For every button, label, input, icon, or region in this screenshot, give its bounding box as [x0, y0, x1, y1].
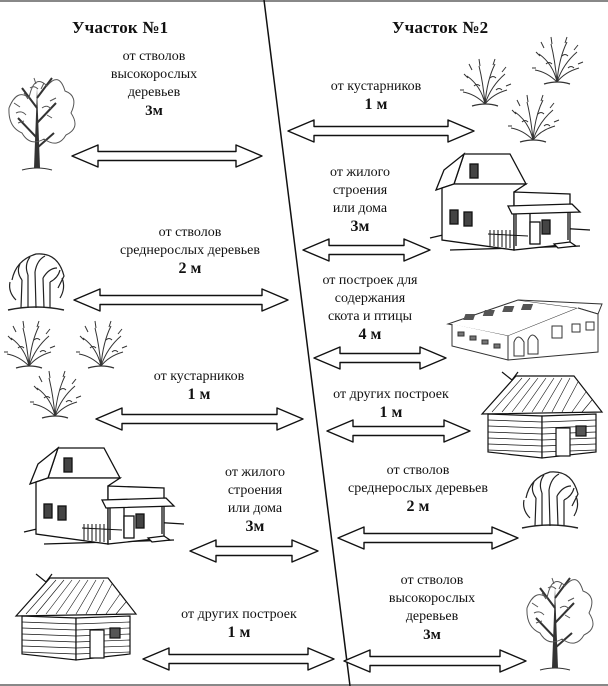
tall-tree-icon	[527, 578, 593, 670]
medium-tree-icon	[8, 254, 64, 310]
plot1-distance-shrubs: 1 м	[187, 386, 211, 403]
barn-icon	[448, 300, 602, 360]
log-shed-icon	[482, 372, 602, 458]
plot2-distance-shrubs: 1 м	[364, 96, 388, 113]
plot2-distance-house: 3м	[350, 218, 370, 235]
house-icon	[430, 154, 590, 250]
medium-tree-icon	[522, 472, 578, 528]
plot2-distance-medium-trees: 2 м	[406, 498, 430, 515]
plot2-label-medium-trees: от стволов среднерослых деревьев 2 м	[326, 462, 510, 516]
log-shed-icon	[16, 574, 136, 660]
plot1-label-medium-trees: от стволов среднерослых деревьев 2 м	[98, 224, 282, 278]
shrub-icon	[460, 59, 511, 106]
shrub-icon	[532, 37, 583, 84]
plot2-label-tall-trees: от стволов высокорослых деревьев 3м	[382, 572, 482, 644]
shrub-icon	[76, 321, 127, 368]
plot1-label-tall-trees: от стволов высокорослых деревьев 3м	[104, 48, 204, 120]
plot1-distance-other-buildings: 1 м	[227, 624, 251, 641]
plot1-distance-house: 3м	[245, 518, 265, 535]
tall-tree-icon	[9, 78, 75, 170]
shrub-icon	[508, 95, 559, 142]
plot2-label-shrubs: от кустарников 1 м	[314, 78, 438, 114]
plot2-label-livestock: от построек для содержания скота и птицы 4 м	[306, 272, 434, 344]
plot2-label-house: от жилого строения или дома 3м	[310, 164, 410, 236]
plot1-distance-tall-trees: 3м	[145, 103, 163, 119]
plot2-distance-livestock: 4 м	[358, 326, 382, 343]
plot2-distance-other-buildings: 1 м	[379, 404, 403, 421]
plot1-title: Участок №1	[72, 18, 169, 37]
plot1-distance-medium-trees: 2 м	[178, 260, 202, 277]
shrub-icon	[30, 371, 81, 418]
shrub-icon	[4, 321, 55, 368]
plot1-label-house: от жилого строения или дома 3м	[205, 464, 305, 536]
plot1-label-shrubs: от кустарников 1 м	[134, 368, 264, 404]
plot2-distance-tall-trees: 3м	[423, 627, 441, 643]
plot2-title: Участок №2	[392, 18, 489, 37]
plot2-label-other-buildings: от других построек 1 м	[320, 386, 462, 422]
plot1-label-other-buildings: от других построек 1 м	[168, 606, 310, 642]
house-icon	[24, 448, 184, 544]
